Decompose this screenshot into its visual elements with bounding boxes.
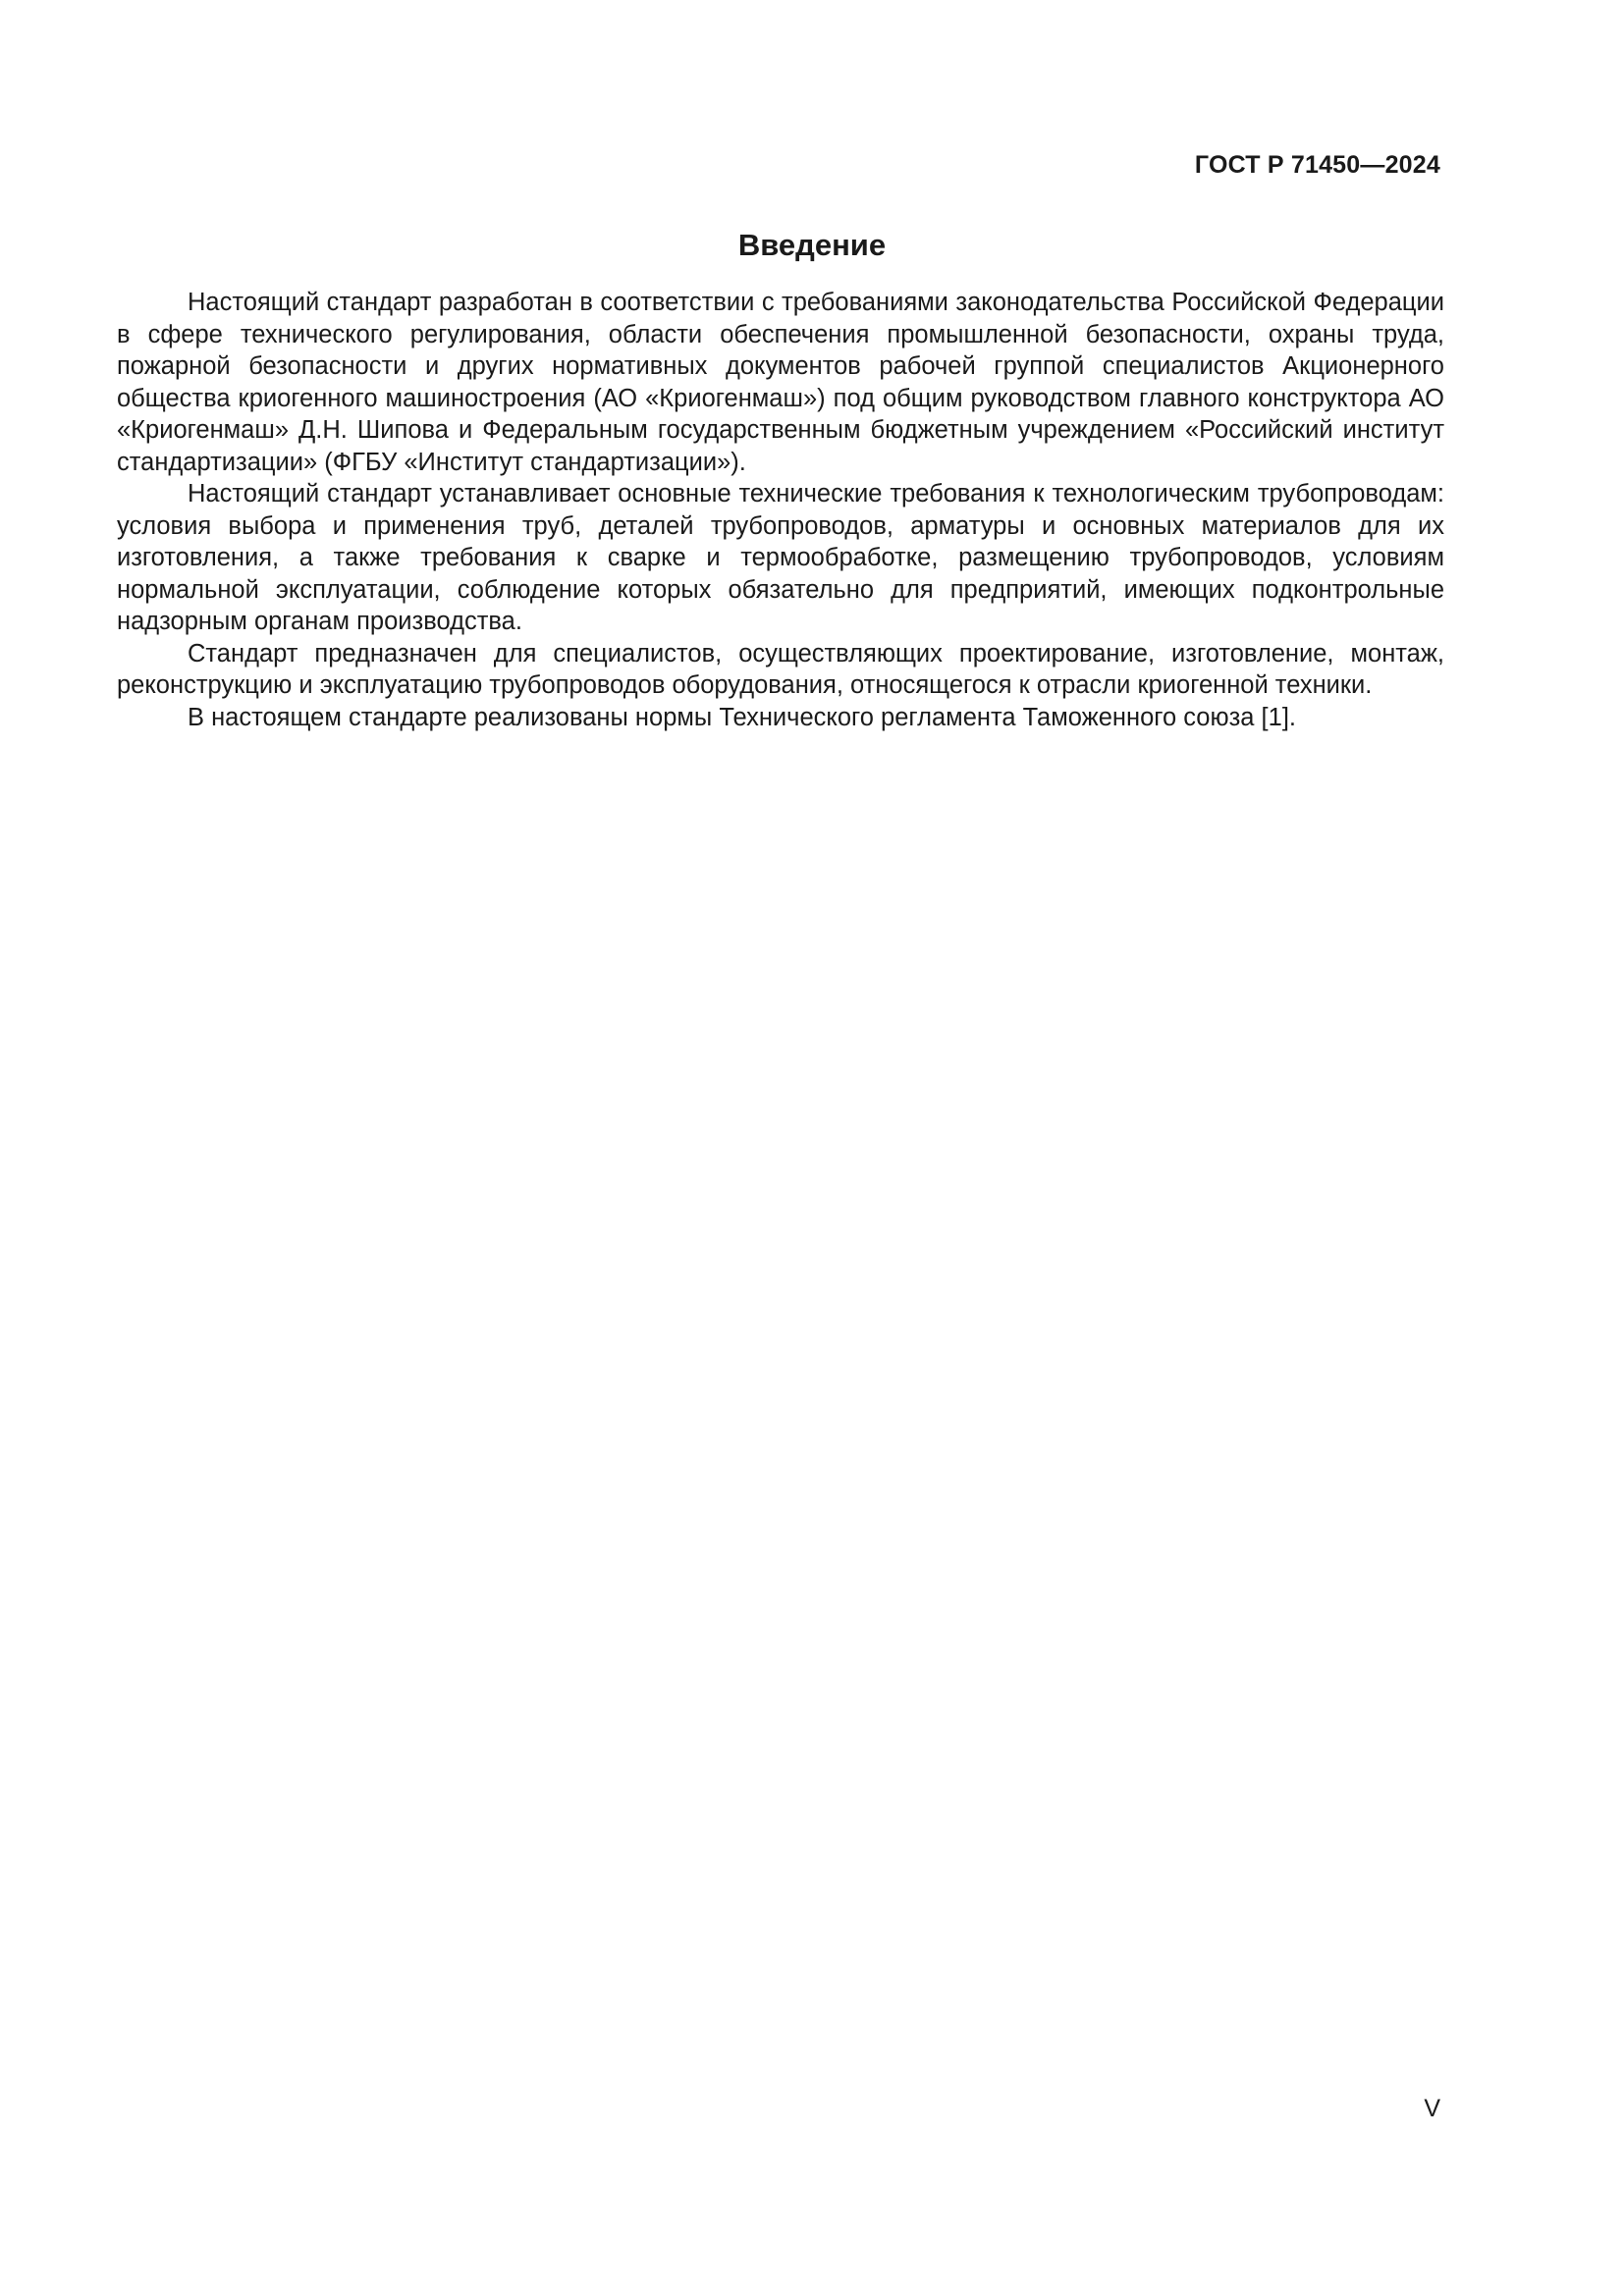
intro-body [117, 287, 1444, 733]
paragraph-audience: Стандарт предназначен для специалистов, осуществляющих проектирование, изготовление, монтаж, реконструкцию и эксплуатацию трубопроводов оборудования, относящегося к отрасли криогенной техники. [117, 639, 1444, 699]
document-code: ГОСТ Р 71450—2024 [1194, 151, 1440, 179]
paragraph-development: Настоящий стандарт разработан в соответствии с требованиями законодательства Российской Федерации в сфере технического регулирования, области обеспечения промышленной безопасности, охраны труда, пожарной безопасности и других нормативных документов рабочей группой специалистов Акционерного общества криогенного машиностроения (АО «Криогенмаш») под общим руководством главного конструктора АО «Криогенмаш» Д.Н. Шипова и Федеральным государственным бюджетным учреждением «Российский институт стандартизации» (ФГБУ «Институт стандартизации»). [117, 289, 1444, 476]
paragraph-regulation: В настоящем стандарте реализованы нормы Технического регламента Таможенного союза [1]. [188, 703, 1296, 731]
paragraph-scope: Настоящий стандарт устанавливает основные технические требования к технологическим трубопроводам: условия выбора и применения труб, деталей трубопроводов, арматуры и основных материалов для их изготовления, а также требования к сварке и термообработке, размещению трубопроводов, условиям нормальной эксплуатации, соблюдение которых обязательно для предприятий, имеющих подконтрольные надзорным органам производства. [117, 480, 1444, 635]
page-number: V [1424, 2095, 1440, 2122]
section-title: Введение [737, 228, 887, 262]
